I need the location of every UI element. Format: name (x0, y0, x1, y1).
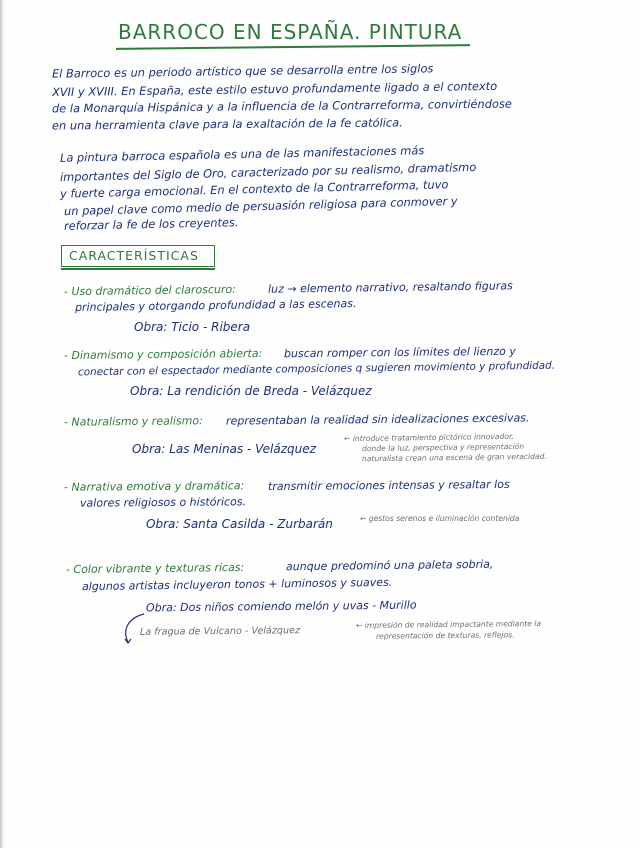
item-text: representaban la realidad sin idealizaciones excesivas. (225, 411, 530, 428)
item-obra: Obra: La rendición de Breda - Velázquez (130, 384, 372, 398)
item-text: conectar con el espectador mediante composiciones q sugieren movimiento y profundidad. (77, 359, 556, 379)
item-obra-secondary: La fragua de Vulcano - Velázquez (139, 625, 301, 638)
item-text: buscan romper con los límites del lienzo y (283, 344, 516, 361)
intro-line: El Barroco es un periodo artístico que se desarrolla entre los siglos (51, 61, 434, 81)
item-heading: - Dinamismo y composición abierta: (63, 346, 263, 363)
intro-line: reforzar la fe de los creyentes. (63, 215, 239, 233)
page-edge-shadow (0, 0, 4, 848)
item-note: representación de texturas, reflejos. (375, 630, 515, 641)
item-text: valores religiosos o históricos. (79, 495, 247, 510)
item-obra: Obra: Ticio - Ribera (134, 320, 251, 334)
item-text: aunque predominó una paleta sobria, (285, 557, 494, 574)
item-text: algunos artistas incluyeron tonos + luminosos y suaves. (81, 575, 393, 594)
intro-line: en una herramienta clave para la exaltación de la fe católica. (51, 115, 403, 133)
item-note: ← impresión de realidad impactante mediante la (355, 619, 542, 630)
intro-line: y fuerte carga emocional. En el contexto de la Contrarreforma, tuvo (59, 177, 449, 201)
item-obra: Obra: Dos niños comiendo melón y uvas - Murillo (145, 598, 417, 615)
item-note: ← introduce tratamiento pictórico innovador, (343, 431, 514, 444)
item-heading: - Color vibrante y texturas ricas: (65, 560, 245, 577)
section-title: CARACTERÍSTICAS (69, 248, 199, 263)
section-title-underline (61, 268, 215, 270)
item-note: donde la luz, perspectiva y representación (361, 441, 525, 454)
item-text: principales y otorgando profundidad a las escenas. (74, 297, 357, 314)
title-underline (116, 44, 470, 50)
item-obra: Obra: Santa Casilda - Zurbarán (146, 517, 333, 531)
item-heading: - Naturalismo y realismo: (63, 414, 203, 429)
intro-line: de la Monarquía Hispánica y a la influencia de la Contrarreforma, convirtiéndose (51, 96, 512, 116)
item-note: naturalista crean una escena de gran veracidad. (361, 451, 547, 464)
item-text: luz → elemento narrativo, resaltando figuras (267, 279, 513, 296)
intro-line: La pintura barroca española es una de las manifestaciones más (59, 143, 425, 165)
item-heading: - Narrativa emotiva y dramática: (63, 479, 245, 494)
item-note: ← gestos serenos e iluminación contenida (360, 514, 520, 523)
page-title: BARROCO EN ESPAÑA. PINTURA (118, 20, 463, 44)
item-obra: Obra: Las Meninas - Velázquez (132, 442, 316, 456)
item-text: transmitir emociones intensas y resaltar los (267, 477, 510, 494)
item-heading: - Uso dramático del claroscuro: (63, 282, 237, 299)
curved-arrow-icon (120, 612, 150, 648)
intro-line: un papel clave como medio de persuasión religiosa para conmover y (63, 193, 458, 219)
intro-line: importantes del Siglo de Oro, caracterizado por su realismo, dramatismo (59, 159, 477, 185)
intro-line: XVII y XVIII. En España, este estilo estuvo profundamente ligado a el contexto (51, 78, 498, 100)
